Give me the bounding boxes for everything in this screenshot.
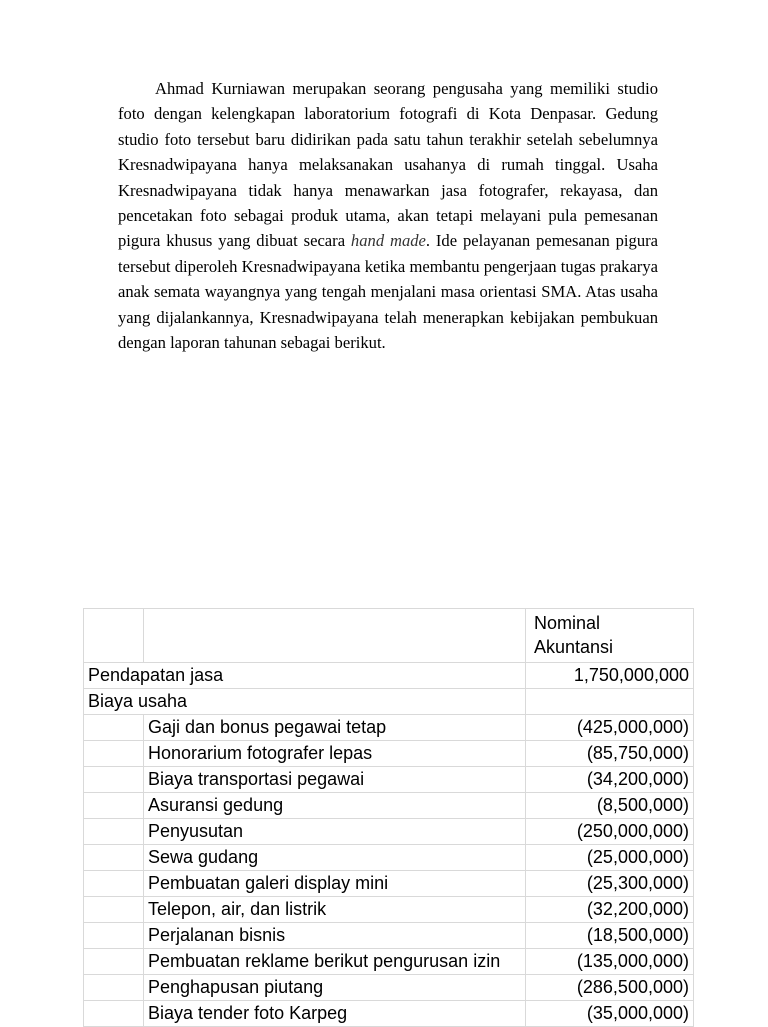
expense-label: Pembuatan reklame berikut pengurusan izin	[144, 949, 526, 975]
expense-value: (25,300,000)	[526, 871, 694, 897]
expense-value: (35,000,000)	[526, 1001, 694, 1027]
table-row	[84, 897, 694, 923]
expense-label: Gaji dan bonus pegawai tetap	[144, 715, 526, 741]
expense-value: (32,200,000)	[526, 897, 694, 923]
expense-label: Asuransi gedung	[144, 793, 526, 819]
table-row	[84, 767, 694, 793]
header-empty-cell-b	[144, 609, 526, 663]
expense-label: Perjalanan bisnis	[144, 923, 526, 949]
expense-label: Pembuatan galeri display mini	[144, 871, 526, 897]
expense-value: (425,000,000)	[526, 715, 694, 741]
expense-label: Sewa gudang	[144, 845, 526, 871]
header-nominal-akuntansi	[526, 609, 694, 663]
expense-value: (250,000,000)	[526, 819, 694, 845]
table-row	[84, 949, 694, 975]
expenses-heading-row	[84, 689, 694, 715]
paragraph-text-start: Ahmad Kurniawan merupakan seorang pengusaha yang memiliki studio foto dengan kelengkapan laboratorium fotografi di Kota Denpasar. Gedung studio foto tersebut baru didirikan pada satu tahun terakhir setelah sebelumnya Kresnadwipayana hanya melaksanakan usahanya di rumah tinggal. Usaha Kresnadwipayana tidak hanya menawarkan jasa fotografer, rekayasa, dan pencetakan foto sebagai produk utama, akan tetapi melayani pula pemesanan pigura khusus yang dibuat secara	[118, 79, 658, 251]
table-row	[84, 1001, 694, 1027]
table-row	[84, 715, 694, 741]
revenue-row	[84, 663, 694, 689]
expense-value: (85,750,000)	[526, 741, 694, 767]
expense-value: (25,000,000)	[526, 845, 694, 871]
table-row	[84, 845, 694, 871]
expense-label: Penyusutan	[144, 819, 526, 845]
expense-value: (34,200,000)	[526, 767, 694, 793]
table-row	[84, 871, 694, 897]
header-empty-cell-a	[84, 609, 144, 663]
table-header-row	[84, 609, 694, 663]
expense-value: (286,500,000)	[526, 975, 694, 1001]
annual-report-table	[83, 608, 694, 1027]
revenue-label: Pendapatan jasa	[84, 663, 526, 689]
expenses-heading-empty-cell	[526, 689, 694, 715]
expense-label: Biaya tender foto Karpeg	[144, 1001, 526, 1027]
table-row	[84, 975, 694, 1001]
header-nominal-line2: Akuntansi	[534, 637, 614, 657]
table-row	[84, 923, 694, 949]
expense-value: (135,000,000)	[526, 949, 694, 975]
header-nominal-line1: Nominal	[534, 613, 601, 633]
table-row	[84, 793, 694, 819]
expense-value: (18,500,000)	[526, 923, 694, 949]
expense-label: Biaya transportasi pegawai	[144, 767, 526, 793]
paragraph-text-end: . Ide pelayanan pemesanan pigura tersebut diperoleh Kresnadwipayana ketika membantu pengerjaan tugas prakarya anak semata wayangnya yang tengah menjalani masa orientasi SMA. Atas usaha yang dijalankannya, Kresnadwipayana telah menerapkan kebijakan pembukuan dengan laporan tahunan sebagai berikut.	[118, 231, 659, 353]
expense-value: (8,500,000)	[526, 793, 694, 819]
expenses-heading: Biaya usaha	[84, 689, 526, 715]
expense-label: Honorarium fotografer lepas	[144, 741, 526, 767]
paragraph-italic-phrase: hand made	[350, 231, 426, 251]
table-row	[84, 819, 694, 845]
table-row	[84, 741, 694, 767]
intro-paragraph	[118, 76, 658, 355]
revenue-value: 1,750,000,000	[526, 663, 694, 689]
expense-label: Penghapusan piutang	[144, 975, 526, 1001]
expense-label: Telepon, air, dan listrik	[144, 897, 526, 923]
